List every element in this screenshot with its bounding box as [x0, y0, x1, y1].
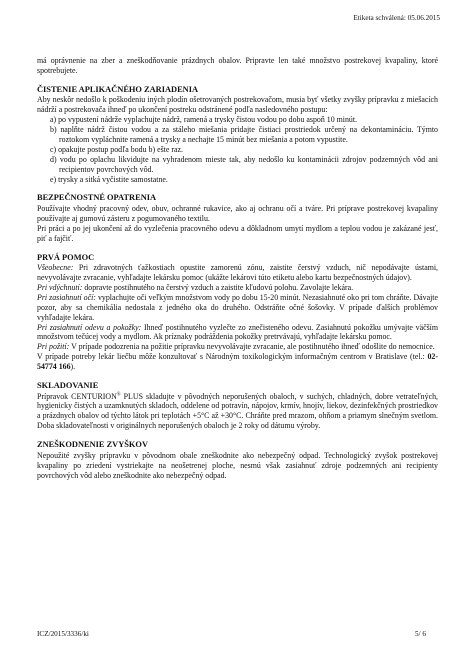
registered-mark: ®	[116, 391, 121, 397]
prva-pomoc-ntic	[37, 352, 438, 372]
prva-pomoc-vdychnuti	[37, 283, 438, 293]
ntic-text: V prípade potreby lekár liečbu môže konzultovať s Národným toxikologickým informačným centrom v Bratislave (tel.:	[37, 352, 428, 362]
section-prva-pomoc	[37, 253, 438, 372]
document-reference: ICZ/2015/3336/ki	[37, 630, 89, 638]
ntic-end: ).	[70, 362, 76, 372]
skladovanie-text-2: PLUS skladujte v pôvodných neporušených obaloch, v suchých, chladných, dobre vetrateľných, hygienicky čistých a uzamknutých skladoch, oddelene od potravín, nápojov, krmív, hnojív, liekov, dezinfekčných prostriedkov a prázdnych obalov od týchto látok pri teplotách +5°C až +30°C. Chráňte pred mrazom, ohňom a priamym slnečným svetlom. Doba skladovateľnosti v originálnych neporušených obaloch je 2 roky od dátumu výroby.	[37, 391, 438, 431]
cistenie-step-d: d) vodu po oplachu likvidujte na vyhradenom mieste tak, aby nedošlo ku kontaminácii zdrojov podzemných vôd ani recipientov povrchových vôd.	[50, 154, 438, 174]
vdychnuti-text: dopravte postihnutého na čerstvý vzduch a zaistite kľudovú polohu. Zavolajte lekára.	[82, 282, 354, 292]
section-skladovanie	[37, 381, 438, 431]
section-title-prva-pomoc: PRVÁ POMOC	[37, 252, 95, 262]
pokozka-label: Pri zasiahnutí odevu a pokožky:	[37, 322, 142, 332]
prva-pomoc-oci	[37, 293, 438, 323]
page-number: 5/ 6	[415, 630, 426, 638]
skladovanie-paragraph	[37, 392, 438, 432]
document-body	[37, 56, 438, 480]
vseobecne-text: Pri zdravotných ťažkostiach opustite zamorenú zónu, zaistite čerstvý vzduch, nič nepodávajte ústami, nevyvolávajte zvracanie, vyhľadajte lekársku pomoc (ukážte lekárovi túto etiketu alebo kartu bezpečnostných údajov).	[37, 263, 438, 282]
section-cistenie	[37, 85, 438, 185]
ntic-phone: 02- 54774 166	[37, 352, 438, 372]
vdychnuti-label: Pri vdýchnutí:	[37, 282, 83, 292]
section-bezpecnost	[37, 193, 438, 243]
oci-label: Pri zasiahnutí očí:	[37, 292, 96, 302]
oci-text: vyplachujte oči veľkým množstvom vody po dobu 15-20 minút. Nezasiahnuté oko pri tom chráňte. Dávajte pozor, aby sa chemikália nedostala z jedného oka do druhého. Odstráňte očné šošovky. V prípade ďalších problémov vyhľadajte lekára.	[37, 292, 438, 322]
section-zneskodnenie	[37, 440, 438, 480]
section-title-zneskodnenie: ZNEŠKODNENIE ZVYŠKOV	[37, 440, 148, 450]
poziti-text: V prípade podozrenia na požitie prípravku nevyvolávajte zvracanie, ale postihnutého ihneď odošlite do nemocnice.	[69, 342, 435, 352]
prva-pomoc-poziti	[37, 342, 438, 352]
prva-pomoc-pokozka	[37, 323, 438, 343]
prva-pomoc-vseobecne	[37, 263, 438, 283]
pokozka-text: Ihneď postihnutého vyzlečte zo znečisteného odevu. Zasiahnutú pokožku umývajte väčším množstvom tečúcej vody a mydlom. Ak príznaky podráždenia pokožky pretrvávajú, vyhľadajte lekársku pomoc.	[37, 322, 438, 342]
section-title-skladovanie: SKLADOVANIE	[37, 381, 99, 391]
bezpecnost-paragraph-1: Používajte vhodný pracovný odev, obuv, ochranné rukavice, ako aj ochranu očí a tváre. Pri príprave postrekovej kvapaliny používajte aj gumovú zásteru z pogumovaného textilu.	[37, 203, 438, 223]
section-title-cistenie: ČISTENIE APLIKAČNÉHO ZARIADENIA	[37, 84, 199, 94]
cistenie-step-b: b) naplňte nádrž čistou vodou a za stáleho miešania pridajte čistiaci prostriedok určený na dekontamináciu. Týmto roztokom vypláchnite ramená a trysky a nechajte 15 minút bez miešania a potom vypustite.	[50, 125, 438, 144]
cistenie-intro: Aby neskôr nedošlo k poškodeniu iných plodín ošetrovaných postrekovačom, musia byť všetky zvyšky prípravku z miešacích nádrží a postrekovača ihneď po ukončení postreku odstránené podľa nasledovného postupu:	[37, 95, 438, 115]
zneskodnenie-paragraph: Nepoužité zvyšky prípravku v pôvodnom obale zneškodnite ako nebezpečný odpad. Technologický zvyšok postrekovej kvapaliny po zriedení vystriekajte na neošetrenej ploche, nesmú však zasiahnuť zdroje podzemných ani recipienty povrchových vôd alebo zneškodnite ako nebezpečný odpad.	[37, 450, 438, 480]
poziti-label: Pri požití:	[37, 342, 70, 352]
vseobecne-label: Všeobecne:	[37, 263, 74, 273]
cistenie-step-a: a) po vypustení nádrže vyplachujte nádrž, ramená a trysky čistou vodou po dobu aspoň 10 minút.	[50, 115, 358, 125]
cistenie-step-e: e) trysky a sitká vyčistite samostatne.	[50, 174, 168, 184]
section-title-bezpecnost: BEZPEČNOSTNÉ OPATRENIA	[37, 193, 157, 203]
intro-paragraph: má oprávnenie na zber a zneškodňovanie prázdnych obalov. Pripravte len také množstvo postrekovej kvapaliny, ktoré spotrebujete.	[37, 56, 438, 75]
approval-header: Etiketa schválená: 05.06.2015	[353, 14, 440, 22]
cistenie-step-c: c) opakujte postup podľa bodu b) ešte raz.	[50, 144, 183, 154]
skladovanie-text-1: Prípravok CENTURION	[37, 391, 117, 401]
bezpecnost-paragraph-2: Pri práci a po jej ukončení až do vyzlečenia pracovného odevu a dôkladnom umytí mydlom a teplou vodou je zakázané jesť, piť a fajčiť.	[37, 223, 438, 243]
